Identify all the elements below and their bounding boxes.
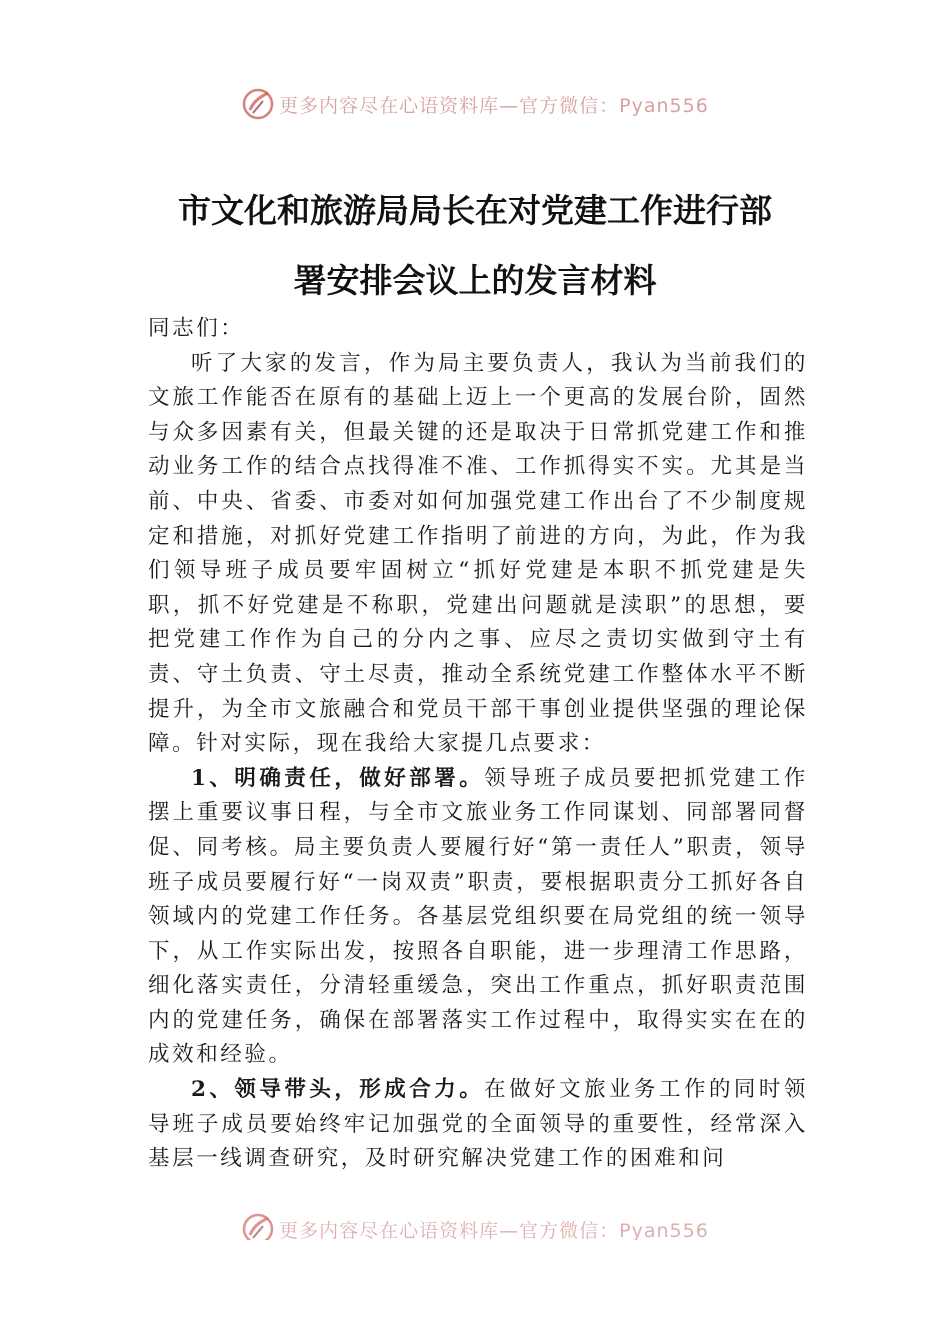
salutation: 同志们： (148, 316, 245, 341)
paragraph-heading: 1、明确责任，做好部署。 (191, 765, 485, 791)
paragraph-text: 听了大家的发言，作为局主要负责人，我认为当前我们的文旅工作能否在原有的基础上迈上一个更高的发展台阶，固然与众多因素有关，但最关键的还是取决于日常抓党建工作和推动业务工作的结合点找得准不准、工作抓得实不实。尤其是当前、中央、省委、市委对如何加强党建工作出台了不少制度规定和措施，对抓好党建工作指明了前进的方向，为此，作为我们领导班子成员要牢固树立“抓好党建是本职不抓党建是失职，抓不好党建是不称职，党建出问题就是渎职”的思想，要把党建工作作为自己的分内之事、应尽之责切实做到守土有责、守土负责、守土尽责，推动全系统党建工作整体水平不断提升，为全市文旅融合和党员干部干事创业提供坚强的理论保障。针对实际，现在我给大家提几点要求： (148, 350, 808, 757)
paragraph-text: 领导班子成员要把抓党建工作摆上重要议事日程，与全市文旅业务工作同谋划、同部署同督促、同考核。局主要负责人要履行好“第一责任人”职责，领导班子成员要履行好“一岗双责”职责，要根据职责分工抓好各自领域内的党建工作任务。各基层党组织要在局党组的统一领导下，从工作实际出发，按照各自职能，进一步理清工作思路，细化落实责任，分清轻重缓急，突出工作重点，抓好职责范围内的党建任务，确保在部署落实工作过程中，取得实实在在的成效和经验。 (148, 765, 808, 1068)
library-logo-icon (241, 87, 275, 121)
watermark-header (0, 84, 950, 124)
document-body (148, 312, 808, 1177)
document-title (120, 176, 830, 316)
body-paragraph-1 (148, 347, 808, 762)
document-title-line-2: 署安排会议上的发言材料 (293, 261, 657, 300)
watermark-footer (0, 1206, 950, 1240)
watermark-text: 更多内容尽在心语资料库—官方微信：Pyan556 (279, 94, 709, 117)
paragraph-heading: 2、领导带头，形成合力。 (191, 1077, 485, 1103)
paragraph-text: 在做好文旅业务工作的同时领导班子成员要始终牢记加强党的全面领导的重要性，经常深入基层一线调查研究，及时研究解决党建工作的困难和问 (148, 1077, 808, 1172)
body-paragraph-3 (148, 1073, 808, 1177)
body-paragraph-2 (148, 762, 808, 1073)
watermark-text: 更多内容尽在心语资料库—官方微信：Pyan556 (279, 1219, 709, 1240)
library-logo-icon (241, 1212, 275, 1240)
document-title-line-1: 市文化和旅游局局长在对党建工作进行部 (178, 191, 772, 230)
